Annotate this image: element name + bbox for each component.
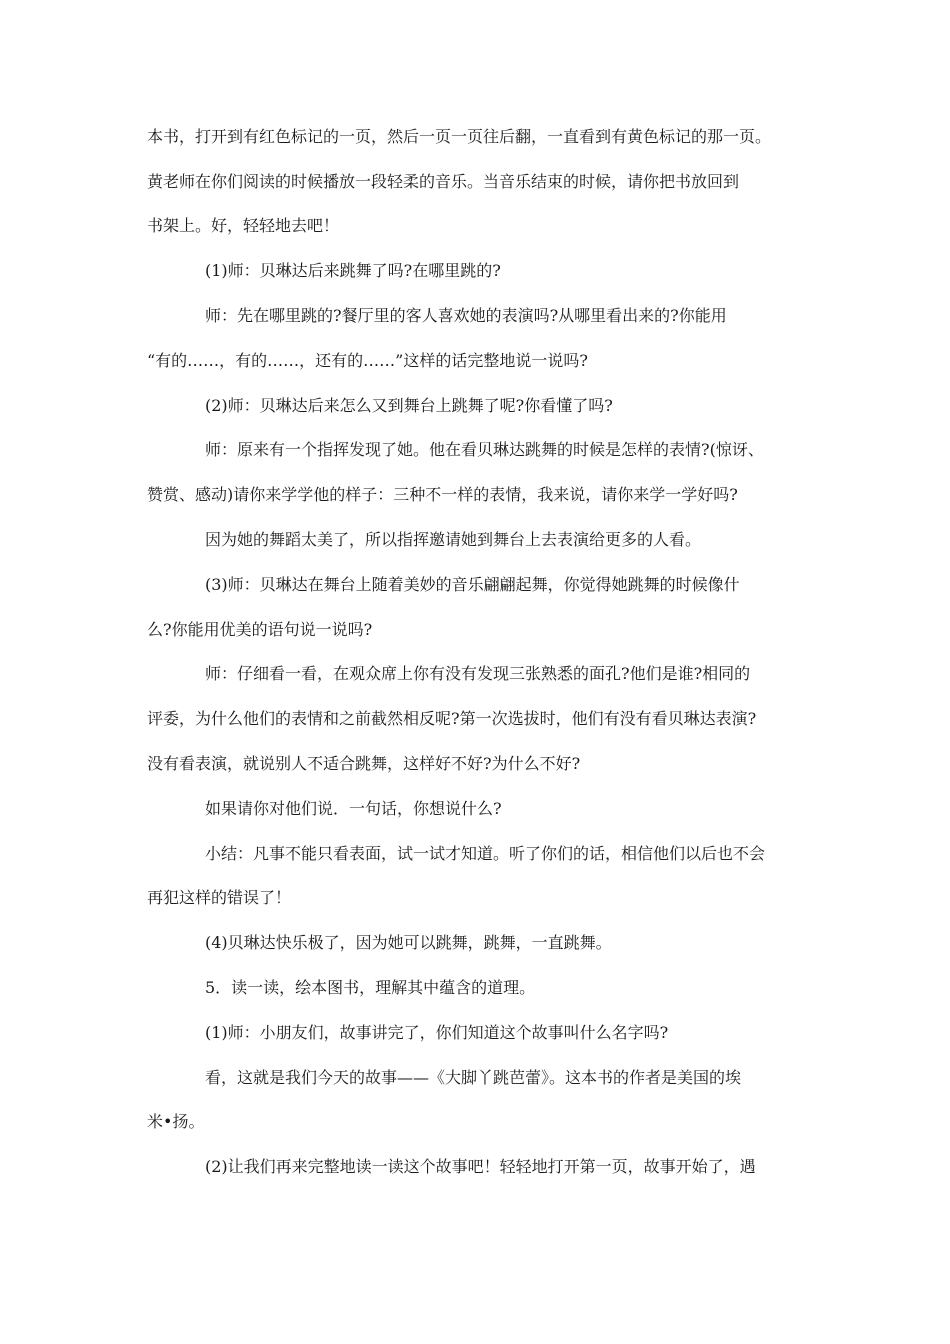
text-line-3: 书架上。好，轻轻地去吧！ — [147, 216, 340, 235]
text-line-23: 米•扬。 — [147, 1112, 205, 1131]
text-line-21: (1)师：小朋友们，故事讲完了，你们知道这个故事叫什么名字吗? — [205, 1023, 669, 1042]
text-line-24: (2)让我们再来完整地读一读这个故事吧！轻轻地打开第一页，故事开始了，遇 — [205, 1157, 756, 1176]
text-line-13: 师：仔细看一看，在观众席上你有没有发现三张熟悉的面孔?他们是谁?相同的 — [205, 664, 751, 683]
text-line-16: 如果请你对他们说．一句话，你想说什么? — [205, 799, 502, 818]
text-line-9: 赞赏、感动)请你来学学他的样子：三种不一样的表情，我来说，请你来学一学好吗? — [147, 485, 738, 504]
text-line-2: 黄老师在你们阅读的时候播放一段轻柔的音乐。当音乐结束的时候，请你把书放回到 — [147, 172, 740, 191]
text-line-19: (4)贝琳达快乐极了，因为她可以跳舞，跳舞，一直跳舞。 — [205, 933, 612, 952]
text-line-14: 评委，为什么他们的表情和之前截然相反呢?第一次选拔时，他们有没有看贝琳达表演? — [147, 709, 757, 728]
text-line-4: (1)师：贝琳达后来跳舞了吗?在哪里跳的? — [205, 261, 501, 280]
text-line-18: 再犯这样的错误了！ — [147, 888, 292, 907]
text-line-5: 师：先在哪里跳的?餐厅里的客人喜欢她的表演吗?从哪里看出来的?你能用 — [205, 306, 727, 325]
text-line-15: 没有看表演，就说别人不适合跳舞，这样好不好?为什么不好? — [147, 754, 581, 773]
text-line-20: 5．读一读，绘本图书，理解其中蕴含的道理。 — [205, 978, 536, 997]
text-line-17: 小结：凡事不能只看表面，试一试才知道。听了你们的话，相信他们以后也不会 — [205, 844, 766, 863]
text-line-7: (2)师：贝琳达后来怎么又到舞台上跳舞了呢?你看懂了吗? — [205, 396, 613, 415]
text-line-1: 本书，打开到有红色标记的一页，然后一页一页往后翻，一直看到有黄色标记的那一页。 — [147, 127, 772, 146]
text-line-6: “有的……，有的……，还有的……”这样的话完整地说一说吗? — [147, 351, 588, 370]
text-line-11: (3)师：贝琳达在舞台上随着美妙的音乐翩翩起舞，你觉得她跳舞的时候像什 — [205, 575, 740, 594]
text-line-22: 看，这就是我们今天的故事——《大脚丫跳芭蕾》。这本书的作者是美国的埃 — [205, 1068, 742, 1087]
text-line-12: 么?你能用优美的语句说一说吗? — [147, 620, 373, 639]
text-line-8: 师：原来有一个指挥发现了她。他在看贝琳达跳舞的时候是怎样的表情?(惊讶、 — [205, 440, 764, 459]
text-line-10: 因为她的舞蹈太美了，所以指挥邀请她到舞台上去表演给更多的人看。 — [205, 530, 702, 549]
